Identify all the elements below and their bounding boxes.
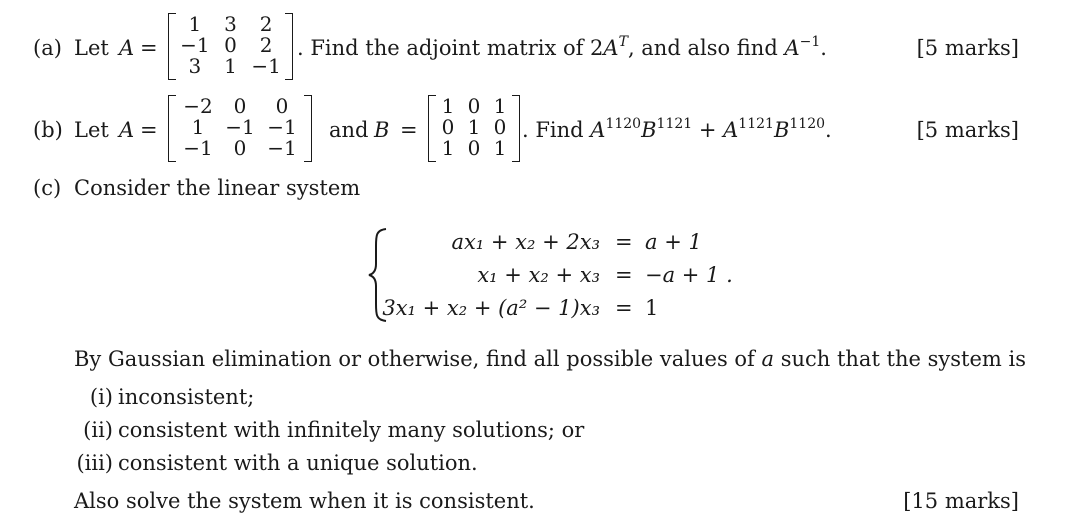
part-c-marks: [15 marks]: [903, 489, 1019, 513]
matrix-cell: 0: [467, 136, 481, 160]
part-b-equals-b: =: [400, 118, 418, 142]
part-b-and: and: [329, 118, 369, 142]
part-a-inverse-var: A: [784, 36, 800, 60]
matrix-a: [168, 13, 293, 80]
part-b-find: . Find: [522, 118, 591, 142]
matrix-cell: −1: [251, 54, 281, 78]
matrix-cell: 1: [493, 94, 507, 118]
matrix-cell: −1: [180, 33, 210, 57]
plus-sign: +: [692, 118, 724, 142]
matrix-cell: 0: [233, 136, 247, 160]
part-a-transpose-var: A: [603, 36, 619, 60]
part-a-inverse-exp: −1: [799, 34, 821, 50]
equation-3-equals: =: [615, 296, 633, 320]
part-b-var-a: A: [119, 118, 135, 142]
part-b-equals-a: =: [140, 118, 158, 142]
matrix-left-bracket: [168, 13, 176, 80]
matrix-cell: −1: [183, 136, 213, 160]
matrix-cell: −1: [267, 115, 297, 139]
part-a-text-before: . Find the adjoint matrix of 2: [297, 36, 604, 60]
term2-b-exp: 1120: [789, 116, 826, 132]
matrix-left-bracket: [168, 95, 176, 162]
matrix-cell: 1: [441, 94, 455, 118]
matrix-b-a: [168, 95, 312, 162]
equation-3-rhs: 1: [645, 296, 659, 320]
item-i-num: (i): [89, 385, 113, 409]
part-a-question: [297, 36, 827, 60]
item-ii-text: consistent with infinitely many solutions; or: [118, 418, 585, 442]
matrix-cell: 3: [188, 54, 202, 78]
equation-3-lhs: 3x₁ + x₂ + (a² − 1)x₃: [382, 296, 600, 320]
part-b-marks: [5 marks]: [916, 118, 1019, 142]
matrix-cell: 1: [188, 12, 202, 36]
equation-1-rhs: a + 1: [645, 230, 702, 254]
part-c-intro: Consider the linear system: [74, 176, 361, 200]
part-a-label: (a): [33, 36, 62, 60]
part-b-period: .: [825, 118, 832, 142]
part-a-marks: [5 marks]: [916, 36, 1019, 60]
part-a-equals: =: [140, 36, 158, 60]
term1-a: A: [590, 118, 606, 142]
term2-a: A: [723, 118, 739, 142]
part-a-period: .: [820, 36, 827, 60]
instruction-text-1: By Gaussian elimination or otherwise, find all possible values of: [74, 347, 762, 371]
part-c-label: (c): [33, 176, 62, 200]
part-b-let: Let: [74, 118, 109, 142]
matrix-right-bracket: [304, 95, 312, 162]
matrix-cell: −2: [183, 94, 213, 118]
part-a-transpose-exp: T: [618, 34, 628, 50]
term1-b: B: [641, 118, 657, 142]
matrix-cell: 0: [441, 115, 455, 139]
item-iii-text: consistent with a unique solution.: [118, 451, 478, 475]
term1-a-exp: 1120: [605, 116, 642, 132]
part-a-let: Let: [74, 36, 109, 60]
item-ii-num: (ii): [83, 418, 113, 442]
equation-2-rhs: −a + 1 .: [645, 263, 733, 287]
matrix-cell: −1: [267, 136, 297, 160]
matrix-right-bracket: [285, 13, 293, 80]
term2-a-exp: 1121: [738, 116, 774, 132]
matrix-cell: 1: [467, 115, 481, 139]
part-a-var: A: [119, 36, 135, 60]
matrix-cell: 0: [224, 33, 237, 57]
matrix-cell: 1: [441, 136, 455, 160]
term1-b-exp: 1121: [656, 116, 693, 132]
equation-1-equals: =: [615, 230, 633, 254]
matrix-cell: 2: [259, 33, 273, 57]
item-i-text: inconsistent;: [118, 385, 255, 409]
matrix-cell: 2: [259, 12, 273, 36]
term2-b: B: [773, 118, 790, 142]
matrix-cell: 1: [224, 54, 237, 78]
matrix-cell: 1: [191, 115, 205, 139]
instruction-var: a: [761, 347, 775, 371]
matrix-b-b: [428, 95, 520, 162]
part-b-question: [522, 118, 832, 142]
item-iii-num: (iii): [76, 451, 113, 475]
matrix-right-bracket: [512, 95, 520, 162]
equation-1-lhs: ax₁ + x₂ + 2x₃: [451, 230, 600, 254]
matrix-cell: 0: [493, 115, 507, 139]
matrix-cell: 1: [493, 136, 507, 160]
matrix-cell: 0: [275, 94, 289, 118]
instruction-text-2: such that the system is: [774, 347, 1026, 371]
matrix-cell: 3: [224, 12, 237, 36]
part-b-label: (b): [33, 118, 63, 142]
matrix-cell: −1: [225, 115, 255, 139]
equation-2-lhs: x₁ + x₂ + x₃: [477, 263, 600, 287]
matrix-cell: 0: [233, 94, 247, 118]
part-c-instruction: [74, 347, 1026, 371]
equation-2-equals: =: [615, 263, 633, 287]
matrix-cell: 0: [467, 94, 481, 118]
part-a-text-middle: , and also find: [627, 36, 785, 60]
part-c-also: Also solve the system when it is consistent.: [74, 489, 535, 513]
part-b-var-b: B: [374, 118, 390, 142]
